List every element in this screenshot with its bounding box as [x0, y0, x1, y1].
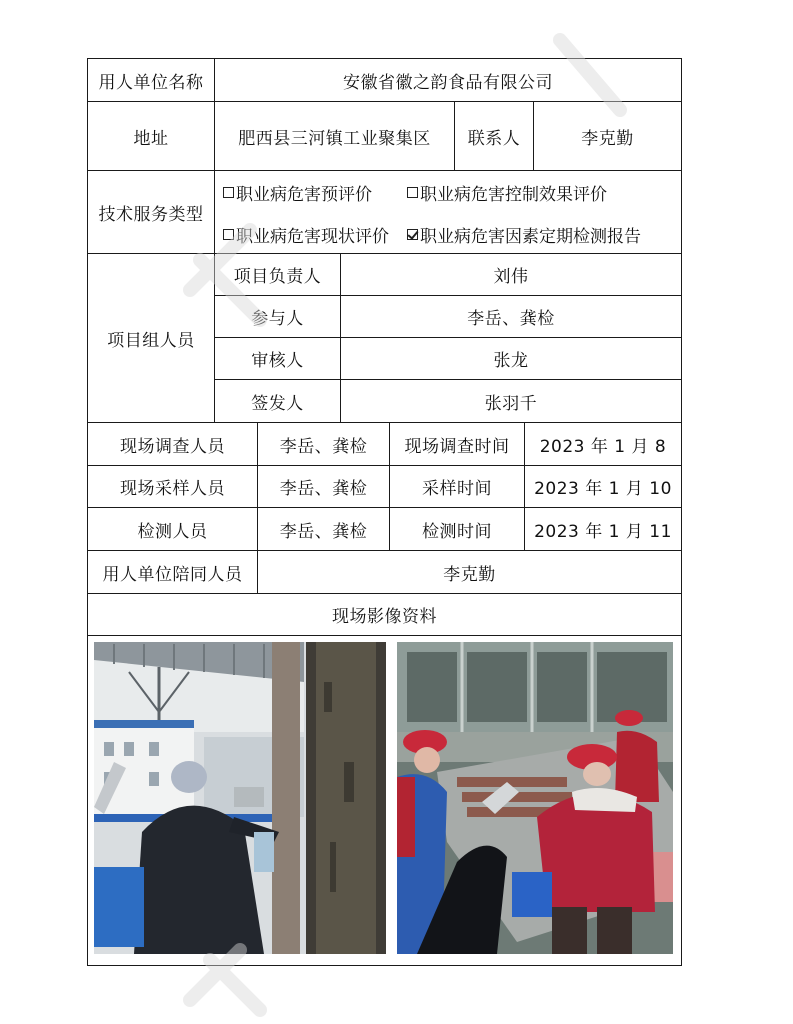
checkbox-icon[interactable] [223, 187, 234, 198]
team-label: 项目组人员 [87, 253, 215, 423]
workshop-sampling-photo [397, 642, 673, 954]
service-option-label: 职业病危害预评价 [236, 185, 372, 205]
sampling-time-value: 2023 年 1 月 10 [524, 465, 682, 508]
sampling-staff-value: 李岳、龚检 [257, 465, 390, 508]
service-option-pre-assessment[interactable] [223, 180, 372, 205]
team-name: 刘伟 [340, 253, 682, 296]
escort-label: 用人单位陪同人员 [87, 550, 258, 594]
team-role: 签发人 [214, 379, 341, 423]
survey-time-value: 2023 年 1 月 8 [524, 422, 682, 466]
testing-time-value: 2023 年 1 月 11 [524, 507, 682, 551]
photos-header: 现场影像资料 [87, 593, 682, 636]
checked-checkbox-icon[interactable] [407, 229, 418, 240]
survey-staff-label: 现场调查人员 [87, 422, 258, 466]
survey-staff-value: 李岳、龚检 [257, 422, 390, 466]
employer-value: 安徽省徽之韵食品有限公司 [214, 58, 682, 102]
team-name: 张羽千 [340, 379, 682, 423]
workshop-sampling-photo-art [397, 642, 673, 954]
testing-staff-label: 检测人员 [87, 507, 258, 551]
service-option-control-effect[interactable] [407, 180, 607, 205]
service-options [214, 170, 682, 254]
outdoor-sampling-photo-art [94, 642, 386, 954]
service-type-label: 技术服务类型 [87, 170, 215, 254]
address-value: 肥西县三河镇工业聚集区 [214, 101, 455, 171]
team-role: 参与人 [214, 295, 341, 338]
service-option-label: 职业病危害因素定期检测报告 [420, 227, 641, 247]
team-role: 项目负责人 [214, 253, 341, 296]
employer-label: 用人单位名称 [87, 58, 215, 102]
checkbox-icon[interactable] [223, 229, 234, 240]
service-option-label: 职业病危害现状评价 [236, 227, 389, 247]
service-option-label: 职业病危害控制效果评价 [420, 185, 607, 205]
survey-time-label: 现场调查时间 [389, 422, 525, 466]
outdoor-sampling-photo [94, 642, 386, 954]
service-option-periodic-testing[interactable] [407, 222, 641, 247]
address-label: 地址 [87, 101, 215, 171]
escort-value: 李克勤 [257, 550, 682, 594]
team-name: 张龙 [340, 337, 682, 380]
testing-time-label: 检测时间 [389, 507, 525, 551]
contact-label: 联系人 [454, 101, 534, 171]
sampling-time-label: 采样时间 [389, 465, 525, 508]
team-role: 审核人 [214, 337, 341, 380]
contact-value: 李克勤 [533, 101, 682, 171]
sampling-staff-label: 现场采样人员 [87, 465, 258, 508]
testing-staff-value: 李岳、龚检 [257, 507, 390, 551]
checkbox-icon[interactable] [407, 187, 418, 198]
team-name: 李岳、龚检 [340, 295, 682, 338]
service-option-status-assessment[interactable] [223, 222, 389, 247]
